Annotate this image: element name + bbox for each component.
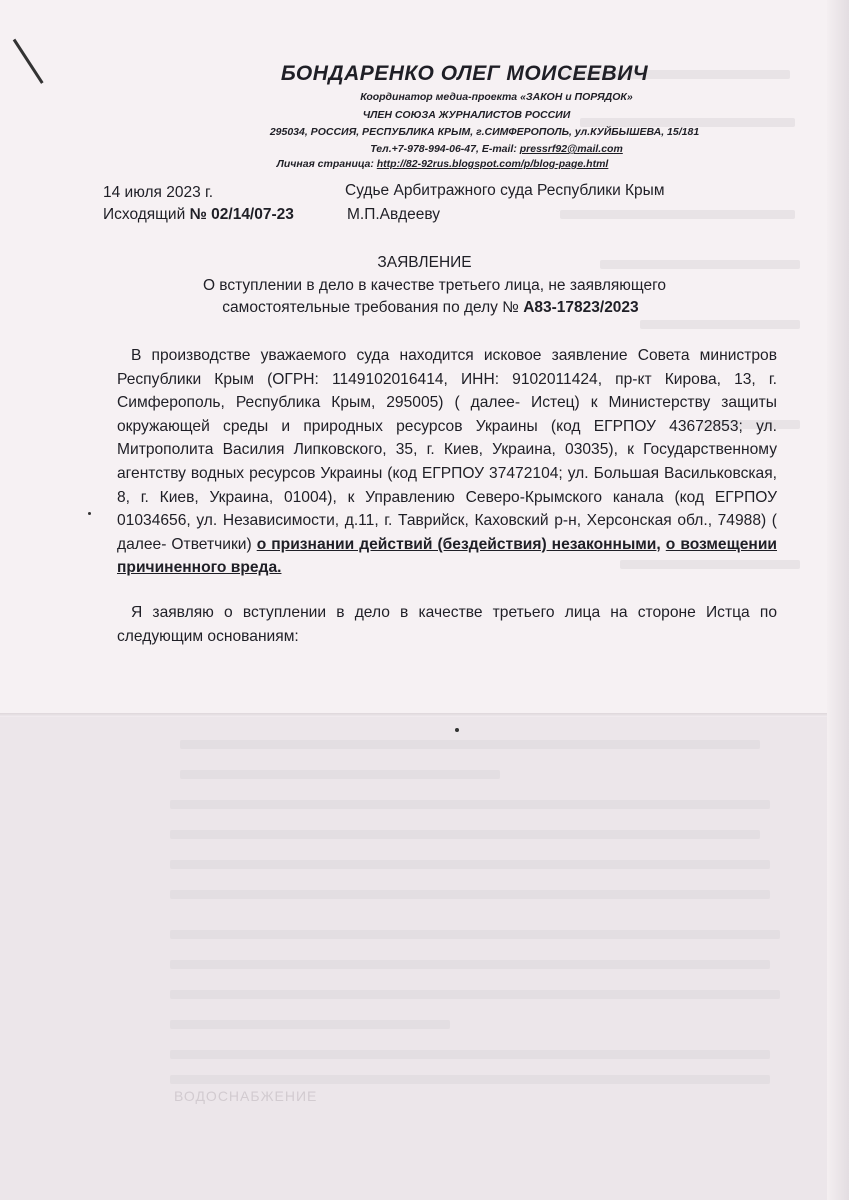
show-through-line: [170, 990, 780, 999]
addressee-line-1: Судье Арбитражного суда Республики Крым: [345, 182, 665, 199]
show-through-line: [170, 1050, 770, 1059]
outgoing-number: [103, 206, 294, 224]
page-lower-section: [0, 716, 849, 1200]
show-through-line: [170, 830, 760, 839]
show-through-line: [560, 210, 795, 219]
claim-part-2: о возмещении причиненного вреда.: [117, 535, 778, 577]
document-subtitle-line-2: [6, 299, 849, 317]
show-through-line: [170, 930, 780, 939]
page-fold-line: [0, 713, 849, 717]
show-through-line: [170, 890, 770, 899]
show-through-fragment: ВОДОСНАБЖЕНИЕ: [174, 1088, 318, 1104]
body-paragraph-2: Я заявляю о вступлении в дело в качестве третьего лица на стороне Истца по следующим основаниям:: [117, 603, 777, 645]
addressee-line-2: М.П.Авдееву: [347, 206, 440, 223]
outgoing-label: Исходящий: [103, 206, 190, 223]
show-through-line: [170, 800, 770, 809]
document-subtitle-line-1: О вступлении в дело в качестве третьего лица, не заявляющего: [202, 277, 667, 294]
document-title: ЗАЯВЛЕНИЕ: [377, 254, 472, 271]
paragraph-1-text: В производстве уважаемого суда находится исковое заявление Совета министров Республики Крым (ОГРН: 1149102016414, ИНН: 9102011424, пр-кт Кирова, 13, г. Симферополь, Республика Крым, 295005) ( далее- Истец) к Министерству защиты окружающей среды и природных ресурсов Украины (код ЕГРПОУ 43672853; ул. Митрополита Василия Липковского, 35, г. Киев, Украина, 03035), к Государственному агентству водных ресурсов Украины (код ЕГРПОУ 37472104; ул. Большая Васильковская, 8, г. Киев, Украина, 01004), к Управлению Северо-Крымского канала (код ЕГРПОУ 01034656, ул. Независимости, д.11, г. Таврийск, Каховский р-н, Херсонская обл., 74988) ( далее- Ответчики): [117, 347, 777, 553]
document-body: [117, 344, 777, 648]
phone-label: Тел.+7-978-994-06-47, E-mail:: [370, 143, 520, 155]
show-through-line: [170, 1020, 450, 1029]
body-paragraph-1: [117, 344, 777, 580]
document-date: 14 июля 2023 г.: [103, 184, 214, 201]
ink-dot: [88, 512, 91, 515]
author-role: Координатор медиа-проекта «ЗАКОН и ПОРЯДОК»: [360, 91, 633, 103]
show-through-line: [170, 1075, 770, 1084]
claim-part-1: о признании действий (бездействия) незаконными: [256, 535, 657, 553]
show-through-line: [180, 770, 500, 779]
page-label: Личная страница:: [276, 158, 377, 170]
claim-separator: ,: [656, 535, 666, 553]
show-through-line: [180, 740, 760, 749]
outgoing-number-value: № 02/14/07-23: [189, 206, 294, 223]
show-through-line: [170, 960, 770, 969]
author-address: 295034, РОССИЯ, РЕСПУБЛИКА КРЫМ, г.СИМФЕРОПОЛЬ, ул.КУЙБЫШЕВА, 15/181: [269, 126, 700, 138]
show-through-line: [640, 320, 800, 329]
show-through-line: [170, 860, 770, 869]
author-name: БОНДАРЕНКО ОЛЕГ МОИСЕЕВИЧ: [280, 62, 649, 85]
author-membership: ЧЛЕН СОЮЗА ЖУРНАЛИСТОВ РОССИИ: [362, 109, 571, 121]
ink-dot: [455, 728, 459, 732]
page-right-edge-shadow: [827, 0, 849, 1200]
author-contacts: [72, 143, 849, 155]
personal-page-link[interactable]: http://82-92rus.blogspot.com/p/blog-page.html: [376, 158, 609, 170]
personal-page: [18, 158, 849, 170]
subtitle-prefix: самостоятельные требования по делу №: [222, 299, 524, 316]
email-link[interactable]: pressrf92@mail.com: [519, 143, 623, 155]
case-number: А83-17823/2023: [523, 299, 639, 316]
